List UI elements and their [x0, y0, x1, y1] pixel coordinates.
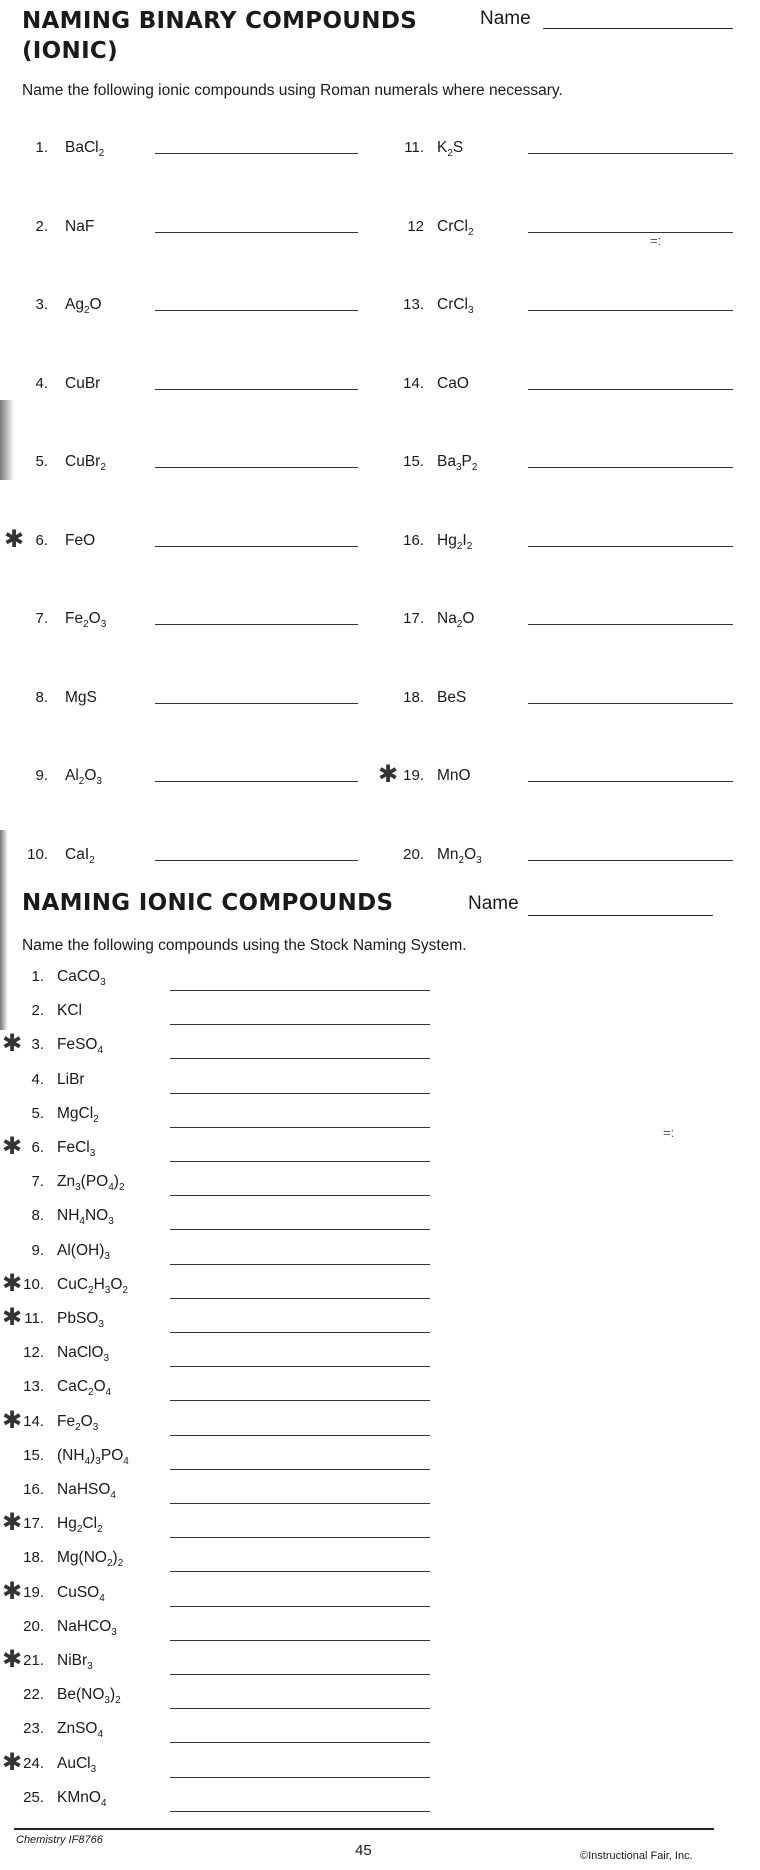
question-number: 16. [403, 531, 424, 549]
chemical-formula [57, 1378, 112, 1399]
formula-text: FeSO [57, 1036, 98, 1054]
formula-text: CuC [57, 1275, 89, 1293]
formula-subscript: 4 [84, 1455, 91, 1467]
formula-text: CaO [437, 374, 469, 392]
answer-blank[interactable] [155, 153, 358, 154]
formula-subscript: 2 [97, 1524, 103, 1536]
chemical-formula [65, 218, 94, 236]
answer-blank[interactable] [155, 703, 358, 704]
footer-publication-code: Chemistry IF8766 [16, 1834, 103, 1846]
chemical-formula [57, 1242, 110, 1260]
formula-text: I [462, 531, 467, 549]
formula-subscript: 2 [447, 148, 453, 159]
chemical-formula [437, 296, 474, 314]
formula-text: CaCO [57, 968, 101, 985]
answer-blank[interactable] [155, 389, 358, 390]
formula-subscript: 3 [100, 977, 106, 988]
chemical-formula [437, 375, 469, 393]
chemical-formula [437, 218, 474, 236]
formula-subscript: 3 [75, 1182, 81, 1194]
formula-subscript: 2 [456, 619, 463, 630]
answer-blank[interactable] [170, 1366, 430, 1367]
formula-text: KMnO [57, 1788, 101, 1806]
formula-text: BaCl [65, 139, 99, 156]
handwritten-star-mark: ✱ [2, 1406, 23, 1434]
formula-text: CuBr [65, 374, 101, 392]
question-number: 3. [35, 296, 48, 313]
chemical-formula [57, 1173, 125, 1194]
chemical-formula [65, 453, 106, 471]
question-number: 1. [35, 139, 48, 156]
formula-text: PbSO [57, 1310, 99, 1327]
question-number: 12. [23, 1344, 44, 1362]
question-number: 20. [23, 1617, 44, 1635]
formula-text: Al(OH) [57, 1241, 105, 1259]
formula-text: FeCl [57, 1139, 90, 1156]
chemical-formula [57, 1584, 105, 1602]
question-number: 20. [403, 845, 424, 863]
chemical-formula [65, 610, 106, 628]
formula-text: PO [100, 1446, 124, 1464]
formula-subscript: 2 [88, 1387, 94, 1399]
worksheet1-name-label: Name [480, 8, 531, 29]
formula-subscript: 2 [117, 1558, 124, 1570]
scan-edge-shadow [0, 830, 8, 1030]
formula-subscript: 3 [104, 1250, 110, 1262]
answer-blank[interactable] [170, 1537, 430, 1538]
question-number: 16. [23, 1481, 44, 1498]
chemical-formula [437, 767, 471, 785]
formula-text: Na [437, 610, 457, 627]
question-number: 19. [403, 767, 424, 784]
formula-subscript: 3 [104, 1284, 111, 1296]
formula-subscript: 2 [106, 1558, 113, 1570]
formula-text: Hg [437, 531, 457, 549]
answer-blank[interactable] [170, 1571, 430, 1572]
chemical-formula [57, 1036, 104, 1057]
formula-text: AuCl [57, 1754, 91, 1772]
formula-subscript: 2 [468, 226, 474, 238]
question-number: 3. [31, 1036, 44, 1054]
formula-text: ) [112, 1549, 118, 1567]
answer-blank[interactable] [170, 1674, 430, 1675]
formula-text: O [464, 845, 477, 863]
formula-text: NaHSO [57, 1481, 111, 1498]
answer-blank[interactable] [528, 860, 733, 861]
formula-subscript: 3 [103, 1353, 110, 1365]
formula-text: O [89, 296, 102, 313]
formula-subscript: 4 [79, 1216, 85, 1228]
question-number: 11. [404, 139, 424, 156]
answer-blank[interactable] [528, 232, 733, 233]
formula-text: CrCl [437, 296, 468, 313]
formula-subscript: 2 [100, 462, 106, 473]
chemical-formula [57, 1276, 128, 1294]
handwritten-star-mark: ✱ [2, 1304, 23, 1331]
answer-blank[interactable] [170, 990, 430, 991]
question-number: 4. [35, 374, 48, 392]
formula-text: CaC [57, 1378, 89, 1396]
question-number: 2. [35, 217, 48, 235]
formula-text: NO [84, 1207, 109, 1225]
formula-text: LiBr [57, 1070, 85, 1088]
formula-subscript: 3 [90, 1763, 97, 1775]
question-number: 14. [23, 1412, 44, 1430]
chemical-formula [437, 139, 463, 157]
answer-blank[interactable] [170, 1264, 430, 1265]
formula-subscript: 3 [96, 776, 102, 787]
formula-text: Ag [65, 296, 84, 313]
answer-blank[interactable] [170, 1195, 430, 1196]
handwritten-star-mark: ✱ [2, 1646, 23, 1673]
worksheet2-name-field[interactable] [528, 915, 713, 916]
answer-blank[interactable] [155, 781, 358, 782]
chemical-formula [57, 1413, 98, 1431]
formula-text: P [461, 453, 472, 470]
formula-subscript: 2 [458, 854, 465, 866]
formula-text: ) [109, 1686, 116, 1704]
formula-subscript: 3 [87, 1661, 93, 1672]
question-number: 17. [23, 1515, 44, 1533]
chemical-formula [437, 453, 477, 471]
answer-blank[interactable] [155, 546, 358, 547]
handwritten-star-mark: ✱ [2, 1133, 23, 1160]
chemical-formula [65, 689, 97, 707]
question-number: 6. [35, 531, 48, 549]
answer-blank[interactable] [155, 232, 358, 233]
formula-subscript: 4 [100, 1797, 107, 1809]
question-number: 25. [23, 1788, 44, 1806]
formula-text: MgS [65, 688, 97, 706]
formula-subscript: 2 [88, 1284, 94, 1296]
question-number: 15. [403, 453, 424, 470]
formula-text: O [88, 610, 101, 627]
formula-subscript: 2 [122, 1284, 128, 1296]
answer-blank[interactable] [528, 781, 733, 782]
formula-subscript: 2 [466, 540, 473, 552]
chemical-formula [57, 1310, 104, 1328]
chemical-formula [57, 1755, 96, 1773]
answer-blank[interactable] [155, 624, 358, 625]
chemical-formula [57, 1789, 107, 1807]
handwritten-star-mark: ✱ [2, 1748, 23, 1776]
formula-text: Mn [437, 845, 459, 863]
formula-subscript: 4 [105, 1387, 112, 1399]
formula-text: CrCl [437, 217, 468, 235]
formula-text: NiBr [57, 1652, 88, 1669]
chemical-formula [57, 1652, 93, 1670]
answer-blank[interactable] [170, 1503, 430, 1504]
chemical-formula [437, 846, 482, 864]
formula-subscript: 2 [89, 854, 95, 866]
answer-blank[interactable] [528, 703, 733, 704]
chemical-formula [57, 1105, 99, 1123]
formula-subscript: 4 [99, 1592, 105, 1604]
stray-mark: =: [663, 1125, 675, 1140]
question-number: 5. [31, 1104, 44, 1122]
formula-subscript: 2 [83, 305, 90, 316]
answer-blank[interactable] [170, 1742, 430, 1743]
chemical-formula [437, 689, 466, 707]
formula-subscript: 3 [468, 305, 474, 316]
worksheet2-instructions: Name the following compounds using the Stock Naming System. [22, 937, 467, 954]
formula-text: S [452, 139, 464, 156]
chemical-formula [57, 1720, 104, 1741]
answer-blank[interactable] [170, 1435, 430, 1436]
worksheet2-title: NAMING IONIC COMPOUNDS [22, 890, 394, 916]
answer-blank[interactable] [528, 546, 733, 547]
formula-text: K [437, 139, 448, 156]
chemical-formula [57, 1481, 116, 1499]
question-number: 5. [35, 453, 48, 470]
stray-mark: =: [650, 233, 662, 248]
answer-blank[interactable] [170, 1708, 430, 1709]
formula-subscript: 2 [456, 540, 463, 552]
formula-text: Ba [437, 453, 456, 470]
formula-subscript: 2 [83, 619, 89, 630]
answer-blank[interactable] [528, 153, 733, 154]
question-number: 9. [35, 767, 48, 784]
worksheet2-name-label: Name [468, 893, 519, 914]
formula-subscript: 2 [93, 1113, 99, 1125]
formula-text: KCl [57, 1002, 82, 1020]
handwritten-star-mark: ✱ [2, 1577, 23, 1605]
chemical-formula [65, 375, 100, 393]
handwritten-star-mark: ✱ [378, 761, 399, 788]
chemical-formula [437, 610, 474, 628]
question-number: 19. [23, 1583, 44, 1601]
formula-text: H [93, 1275, 105, 1293]
answer-blank[interactable] [170, 1400, 430, 1401]
chemical-formula [65, 767, 102, 785]
formula-text: Hg [57, 1515, 77, 1533]
formula-text: MgCl [57, 1104, 94, 1122]
formula-text: Mg(NO [57, 1549, 107, 1567]
formula-subscript: 2 [76, 1524, 83, 1536]
question-number: 10. [23, 1275, 44, 1293]
question-number: 21. [23, 1652, 44, 1669]
question-number: 23. [23, 1720, 44, 1738]
answer-blank[interactable] [170, 1777, 430, 1778]
question-number: 7. [31, 1173, 44, 1191]
formula-text: NaClO [57, 1344, 104, 1362]
formula-subscript: 2 [78, 776, 85, 787]
chemical-formula [57, 1515, 103, 1536]
answer-blank[interactable] [155, 860, 358, 861]
chemical-formula [57, 1618, 117, 1636]
formula-text: ZnSO [57, 1720, 98, 1738]
formula-text: CaI [65, 845, 90, 863]
chemical-formula [57, 1344, 110, 1365]
formula-text: ) [90, 1446, 96, 1464]
formula-subscript: 3 [95, 1455, 101, 1467]
formula-subscript: 2 [471, 462, 478, 473]
question-number: 6. [31, 1139, 44, 1156]
formula-text: Cl [82, 1515, 98, 1533]
question-number: 8. [31, 1207, 44, 1225]
question-number: 10. [27, 845, 48, 863]
worksheet1-name-field[interactable] [543, 28, 733, 29]
formula-subscript: 4 [97, 1045, 104, 1057]
chemical-formula [65, 139, 104, 157]
handwritten-star-mark: ✱ [2, 1509, 23, 1537]
question-number: 17. [403, 610, 424, 627]
handwritten-star-mark: ✱ [2, 1269, 23, 1297]
answer-blank[interactable] [528, 310, 733, 311]
formula-text: MnO [437, 767, 471, 784]
worksheet1-title-line1: NAMING BINARY COMPOUNDS [22, 8, 418, 34]
answer-blank[interactable] [170, 1469, 430, 1470]
formula-subscript: 3 [476, 854, 482, 866]
question-number: 7. [35, 610, 48, 627]
question-number: 9. [31, 1241, 44, 1259]
answer-blank[interactable] [528, 389, 733, 390]
question-number: 18. [403, 688, 424, 706]
chemical-formula [437, 532, 472, 550]
formula-text: O [110, 1275, 123, 1293]
formula-text: O [84, 767, 97, 784]
chemical-formula [65, 296, 102, 314]
question-number: 1. [31, 968, 44, 985]
formula-subscript: 3 [89, 1148, 96, 1159]
formula-text: NaHCO [57, 1617, 112, 1635]
footer-rule [14, 1828, 714, 1830]
answer-blank[interactable] [170, 1024, 430, 1025]
answer-blank[interactable] [170, 1093, 430, 1094]
handwritten-star-mark: ✱ [2, 1030, 23, 1058]
answer-blank[interactable] [170, 1058, 430, 1059]
formula-text: Al [65, 767, 79, 784]
question-number: 13. [23, 1378, 44, 1396]
answer-blank[interactable] [170, 1298, 430, 1299]
formula-text: BeS [437, 688, 467, 706]
chemical-formula [57, 1447, 129, 1465]
question-number: 2. [31, 1002, 44, 1020]
formula-text: CuBr [65, 453, 101, 470]
formula-text: Be(NO [57, 1686, 105, 1704]
question-number: 11. [24, 1310, 44, 1327]
handwritten-star-mark: ✱ [4, 525, 25, 553]
formula-subscript: 3 [111, 1626, 117, 1638]
formula-text: O [80, 1412, 93, 1430]
chemical-formula [57, 1002, 82, 1020]
answer-blank[interactable] [528, 624, 733, 625]
formula-subscript: 2 [98, 148, 105, 159]
formula-text: (PO [80, 1173, 109, 1191]
formula-subscript: 4 [97, 1729, 104, 1741]
formula-subscript: 3 [455, 462, 462, 473]
formula-text: O [462, 610, 475, 627]
question-number: 14. [403, 374, 424, 392]
answer-blank[interactable] [170, 1229, 430, 1230]
chemical-formula [57, 1071, 85, 1089]
formula-subscript: 3 [98, 1319, 104, 1330]
answer-blank[interactable] [528, 467, 733, 468]
question-number: 8. [35, 688, 48, 706]
question-number: 18. [23, 1549, 44, 1567]
chemical-formula [65, 532, 95, 550]
formula-text: NaF [65, 217, 95, 235]
formula-text: (NH [57, 1446, 85, 1464]
answer-blank[interactable] [170, 1640, 430, 1641]
formula-text: FeO [65, 531, 96, 549]
formula-text: CuSO [57, 1583, 100, 1601]
question-number: 12 [407, 217, 424, 235]
answer-blank[interactable] [170, 1811, 430, 1812]
worksheet1-title-line2: (IONIC) [22, 38, 118, 64]
formula-subscript: 3 [104, 1695, 110, 1707]
formula-subscript: 2 [118, 1182, 125, 1194]
formula-subscript: 3 [108, 1216, 114, 1228]
formula-subscript: 3 [100, 619, 107, 630]
formula-text: Fe [65, 610, 84, 627]
answer-blank[interactable] [170, 1161, 430, 1162]
question-number: 22. [23, 1686, 44, 1704]
question-number: 13. [403, 296, 424, 313]
formula-text: Zn [57, 1173, 76, 1191]
answer-blank[interactable] [170, 1127, 430, 1128]
answer-blank[interactable] [155, 467, 358, 468]
formula-subscript: 4 [108, 1182, 114, 1194]
chemical-formula [57, 1686, 121, 1707]
chemical-formula [65, 846, 95, 864]
answer-blank[interactable] [170, 1606, 430, 1607]
chemical-formula [57, 1207, 114, 1228]
formula-text: Fe [57, 1412, 76, 1430]
chemical-formula [57, 968, 106, 986]
formula-text: NH [57, 1207, 80, 1225]
formula-text: ) [113, 1173, 119, 1191]
question-number: 24. [23, 1754, 44, 1772]
page-number: 45 [355, 1842, 372, 1859]
formula-subscript: 3 [92, 1421, 99, 1433]
chemical-formula [57, 1549, 124, 1570]
formula-subscript: 2 [75, 1421, 81, 1433]
worksheet1-instructions: Name the following ionic compounds using Roman numerals where necessary. [22, 82, 563, 99]
question-number: 4. [31, 1070, 44, 1088]
question-number: 15. [23, 1446, 44, 1464]
formula-subscript: 4 [110, 1490, 116, 1501]
scan-edge-shadow [0, 400, 14, 480]
chemical-formula [57, 1139, 95, 1157]
answer-blank[interactable] [170, 1332, 430, 1333]
answer-blank[interactable] [155, 310, 358, 311]
formula-subscript: 2 [115, 1695, 121, 1707]
footer-copyright: ©Instructional Fair, Inc. [580, 1850, 693, 1862]
formula-subscript: 4 [123, 1455, 129, 1467]
formula-text: O [93, 1378, 106, 1396]
